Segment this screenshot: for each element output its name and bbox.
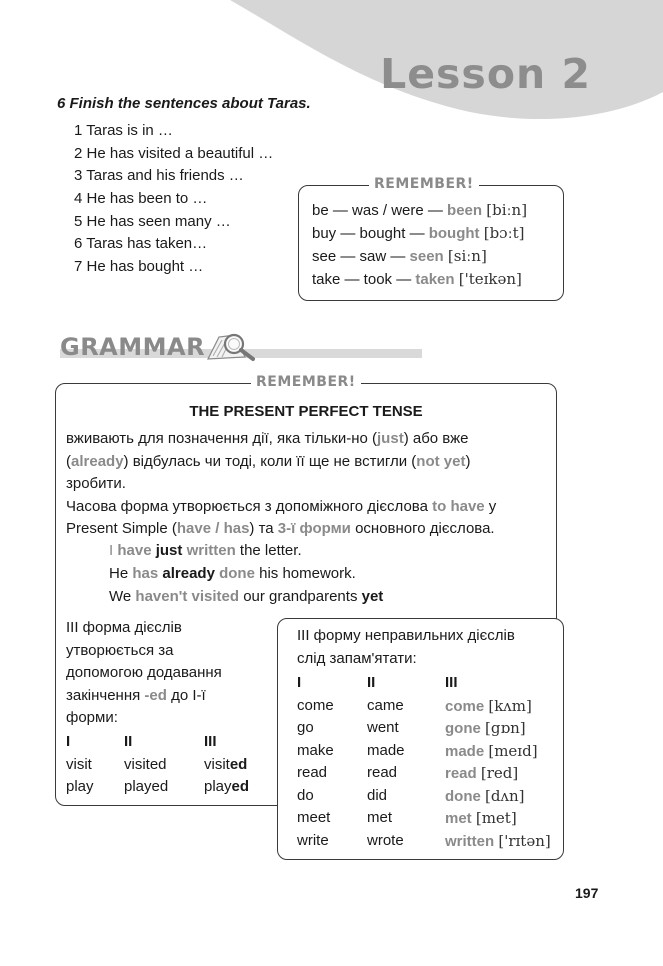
note-line: III форма дієслів — [66, 619, 182, 636]
text: ) — [465, 452, 471, 470]
example-sentence — [109, 542, 302, 559]
transcription: [siːn] — [447, 247, 487, 265]
verb-forms: take — took — — [312, 271, 416, 288]
verb-forms-row — [312, 270, 522, 288]
keyword-already: already — [71, 452, 124, 470]
aux-verb: have — [117, 542, 152, 559]
exercise-heading: 6 Finish the sentences about Taras. — [57, 95, 311, 112]
text: I — [109, 542, 118, 559]
text: He — [109, 565, 133, 582]
past-participle: been — [447, 202, 483, 219]
transcription: [kʌm] — [488, 696, 532, 715]
exercise-item: 3 Taras and his friends … — [74, 167, 244, 185]
usage-line — [66, 451, 470, 474]
text: We — [109, 588, 136, 605]
third-form: written — [445, 832, 495, 850]
table-cell: meet — [297, 809, 331, 826]
aux-verb: haven't — [135, 588, 188, 605]
keyword-not-yet: not yet — [416, 452, 466, 470]
text: до І-ї — [166, 686, 206, 704]
table-cell: made — [367, 741, 405, 759]
verb-forms-row — [312, 247, 487, 265]
table-cell: make — [297, 741, 334, 759]
text: play — [204, 778, 232, 795]
main-verb: visited — [191, 588, 240, 605]
main-verb: written — [186, 542, 236, 559]
text: ) та — [249, 520, 278, 537]
regular-verbs-note — [66, 617, 222, 730]
table-header: II — [367, 674, 376, 691]
exercise-item: 4 He has been to … — [74, 190, 208, 208]
magnifier-icon — [205, 329, 261, 363]
formation-line — [66, 496, 496, 519]
table-cell: came — [367, 696, 404, 714]
table-cell: went — [367, 719, 399, 736]
transcription: [biːn] — [486, 201, 528, 219]
transcription: [dʌn] — [485, 786, 525, 805]
table-cell — [445, 717, 526, 741]
text: у — [484, 497, 497, 515]
table-cell: play — [66, 778, 94, 795]
table-cell: visit — [66, 755, 92, 773]
note-line: III форму неправильних дієслів — [297, 627, 515, 644]
lesson-title: Lesson 2 — [380, 50, 591, 98]
table-cell: played — [124, 778, 169, 795]
third-form: gone — [445, 720, 481, 737]
example-sentence — [109, 588, 383, 605]
table-cell — [445, 785, 524, 809]
text: visit — [204, 755, 230, 773]
note-line — [66, 685, 222, 708]
transcription: [bɔːt] — [483, 224, 525, 242]
table-header: III — [445, 674, 458, 691]
text: ( — [66, 452, 71, 470]
third-form: done — [445, 787, 481, 805]
past-participle: bought — [428, 225, 480, 242]
table-cell — [445, 830, 551, 854]
tense-title: THE PRESENT PERFECT TENSE — [189, 403, 423, 420]
verb-forms-row — [312, 224, 525, 242]
keyword-just: just — [377, 430, 404, 447]
text: ) або вже — [403, 430, 469, 447]
ending: ed — [229, 755, 248, 773]
keyword-have-has: have / has — [176, 520, 250, 537]
remember-verbs-box — [298, 176, 564, 301]
page-number: 197 — [575, 885, 599, 901]
verb-forms: be — was / were — — [312, 202, 448, 219]
exercise-item: 2 He has visited a beautiful … — [74, 144, 274, 162]
text: вживають для позначення дії, яка тільки-но ( — [66, 430, 378, 447]
transcription: [met] — [475, 809, 517, 827]
table-cell: wrote — [367, 831, 404, 849]
keyword-ed: -ed — [144, 686, 167, 704]
table-cell — [204, 776, 249, 799]
verb-forms-row — [312, 201, 527, 219]
transcription: ['teɪkən] — [458, 270, 522, 288]
transcription: [red] — [480, 764, 519, 782]
text: Present Simple ( — [66, 520, 177, 537]
text: his homework. — [254, 565, 356, 582]
table-cell: met — [367, 809, 393, 826]
past-participle: seen — [409, 248, 444, 265]
table-cell: come — [297, 696, 334, 714]
table-cell — [445, 695, 532, 719]
note-line: форми: — [66, 709, 118, 726]
table-header: I — [66, 733, 71, 750]
table-header: III — [204, 733, 217, 750]
table-cell — [445, 807, 517, 831]
adverb: already — [162, 565, 215, 582]
irregular-verbs-box — [277, 618, 564, 860]
usage-line: зробити. — [66, 475, 126, 492]
verb-forms: see — saw — — [312, 248, 410, 265]
note-line: утворюється за — [66, 641, 174, 659]
third-form: read — [445, 765, 477, 782]
grammar-title: GRAMMAR — [60, 333, 206, 361]
exercise-item: 1 Taras is in … — [74, 122, 173, 139]
formation-line — [66, 518, 495, 541]
transcription: [meɪd] — [488, 741, 538, 760]
usage-line — [66, 428, 468, 451]
table-cell: did — [367, 786, 388, 804]
table-cell — [445, 740, 538, 764]
note-line: допомогою додавання — [66, 664, 222, 681]
table-header: II — [124, 733, 133, 750]
adverb: yet — [361, 588, 384, 605]
transcription: [gɒn] — [485, 719, 526, 737]
exercise-item: 5 He has seen many … — [74, 212, 231, 230]
exercise-item: 6 Taras has taken… — [74, 235, 208, 253]
aux-verb: has — [132, 565, 159, 582]
text: the letter. — [235, 542, 302, 559]
keyword-third-form: 3-ї форми — [277, 520, 351, 537]
third-form: made — [445, 742, 485, 760]
table-cell: read — [367, 764, 398, 781]
table-cell — [204, 754, 247, 777]
keyword-to-have: to have — [432, 497, 485, 515]
table-cell: write — [297, 831, 329, 849]
text: our grandparents — [239, 588, 362, 605]
example-sentence — [109, 565, 356, 582]
third-form: met — [445, 810, 472, 827]
table-cell: read — [297, 764, 328, 781]
exercise-list — [74, 120, 273, 279]
table-cell: go — [297, 719, 314, 736]
text: закінчення — [66, 686, 145, 704]
table-header: I — [297, 674, 302, 691]
past-participle: taken — [415, 271, 455, 288]
adverb: just — [155, 542, 183, 559]
third-form: come — [445, 697, 485, 715]
main-verb: done — [219, 565, 255, 582]
transcription: ['rɪtən] — [498, 831, 551, 850]
text: основного дієслова. — [350, 520, 495, 537]
table-cell — [445, 762, 518, 786]
verb-forms: buy — bought — — [312, 225, 429, 242]
table-cell: do — [297, 786, 314, 804]
remember-label: REMEMBER! — [251, 374, 361, 390]
remember-label: REMEMBER! — [369, 176, 479, 192]
note-line: слід запам'ятати: — [297, 650, 417, 667]
table-cell: visited — [124, 755, 167, 773]
exercise-item: 7 He has bought … — [74, 258, 204, 276]
text: ) відбулась чи тоді, коли її ще не встигли ( — [123, 452, 417, 470]
text: Часова форма утворюється з допоміжного дієслова — [66, 497, 433, 515]
ending: ed — [231, 778, 250, 795]
